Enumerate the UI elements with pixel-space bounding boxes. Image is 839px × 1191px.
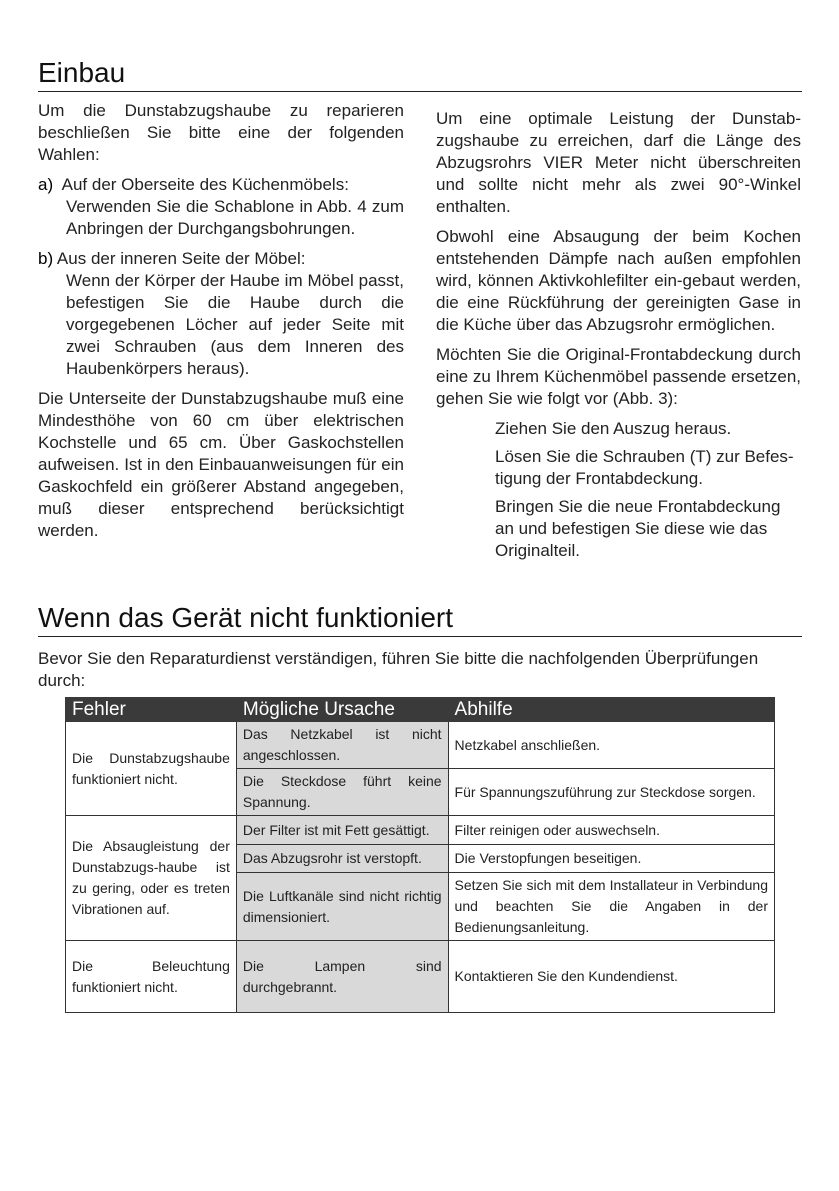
remedy-cell: Netzkabel anschließen.	[448, 722, 774, 769]
filter-paragraph: Obwohl eine Absaugung der beim Kochen entstehenden Dämpfe nach außen empfohlen wird, können Aktivkohlefilter ein-gebaut werden, die eine Rückführung der gereinigten Gase in die Küche über das Abzugsrohr ermöglichen.	[436, 227, 801, 334]
table-row	[66, 816, 775, 845]
remedy-cell: Setzen Sie sich mit dem Installateur in Verbindung und beachten Sie die Angaben in der Bedienungsanleitung.	[448, 873, 774, 941]
fault-cell: Die Beleuchtung funktioniert nicht.	[66, 941, 237, 1013]
option-b-detail: Wenn der Körper der Haube im Möbel passt, befestigen Sie die Haube durch die vorgegebenen Löcher auf jeder Seite mit zwei Schrauben (aus dem Inneren des Haubenkörpers heraus).	[66, 271, 404, 378]
section-title-einbau: Einbau	[38, 57, 802, 92]
fault-cell: Die Absaugleistung der Dunstabzugs-haube ist zu gering, oder es treten Vibrationen auf.	[66, 816, 237, 941]
cause-cell: Das Netzkabel ist nicht angeschlossen.	[236, 722, 448, 769]
cause-cell: Die Lampen sind durchgebrannt.	[236, 941, 448, 1013]
header-cause: Mögliche Ursache	[236, 698, 448, 722]
fault-cell: Die Dunstabzugshaube funktioniert nicht.	[66, 722, 237, 816]
table-header-row	[66, 698, 775, 722]
header-fault: Fehler	[66, 698, 237, 722]
option-a-label	[38, 174, 404, 196]
option-a-detail: Verwenden Sie die Schablone in Abb. 4 zum Anbringen der Durchgangsbohrungen.	[66, 197, 404, 238]
cause-cell: Die Steckdose führt keine Spannung.	[236, 769, 448, 816]
intro-paragraph: Um die Dunstabzugshaube zu reparieren beschließen Sie bitte eine der folgenden Wahlen:	[38, 101, 404, 164]
option-a-text: Auf der Oberseite des Küchenmöbels:	[61, 175, 349, 194]
option-b-label	[38, 248, 404, 270]
left-column	[38, 100, 404, 542]
front-cover-paragraph: Möchten Sie die Original-Frontabdeckung durch eine zu Ihrem Küchenmöbel passende ersetzen, gehen Sie wie folgt vor (Abb. 3):	[436, 345, 801, 408]
table-row	[66, 941, 775, 1013]
pipe-paragraph: Um eine optimale Leistung der Dunstab-zugshaube zu erreichen, darf die Länge des Abzugsrohrs VIER Meter nicht überschreiten und sollte nicht mehr als zwei 90°-Winkel enthalten.	[436, 109, 801, 216]
right-column	[436, 108, 801, 568]
section-title-fault: Wenn das Gerät nicht funktioniert	[38, 602, 802, 637]
remedy-cell: Für Spannungszuführung zur Steckdose sorgen.	[448, 769, 774, 816]
option-b-letter: b)	[38, 249, 54, 268]
option-a-letter: a)	[38, 175, 54, 194]
troubleshooting-table	[65, 697, 775, 1013]
step-item: Bringen Sie die neue Frontabdeckung an und befestigen Sie diese wie das Originalteil.	[495, 497, 781, 560]
cause-cell: Der Filter ist mit Fett gesättigt.	[236, 816, 448, 845]
fault-intro: Bevor Sie den Reparaturdienst verständigen, führen Sie bitte die nachfolgenden Überprüfungen durch:	[38, 649, 759, 690]
remedy-cell: Kontaktieren Sie den Kundendienst.	[448, 941, 774, 1013]
table-row	[66, 722, 775, 769]
cause-cell: Das Abzugsrohr ist verstopft.	[236, 845, 448, 873]
remedy-cell: Filter reinigen oder auswechseln.	[448, 816, 774, 845]
option-b-text: Aus der inneren Seite der Möbel:	[56, 249, 306, 268]
height-paragraph: Die Unterseite der Dunstabzugshaube muß eine Mindesthöhe von 60 cm über elektrischen Kochstelle und 65 cm. Über Gaskochstellen aufweisen. Ist in den Einbauanweisungen für ein Gaskochfeld ein größerer Abstand angegeben, muß dieser entsprechend berücksichtigt werden.	[38, 389, 404, 540]
cause-cell: Die Luftkanäle sind nicht richtig dimensioniert.	[236, 873, 448, 941]
step-item: Lösen Sie die Schrauben (T) zur Befes-tigung der Frontabdeckung.	[495, 447, 794, 488]
step-item: Ziehen Sie den Auszug heraus.	[495, 419, 732, 438]
remedy-cell: Die Verstopfungen beseitigen.	[448, 845, 774, 873]
header-remedy: Abhilfe	[448, 698, 774, 722]
